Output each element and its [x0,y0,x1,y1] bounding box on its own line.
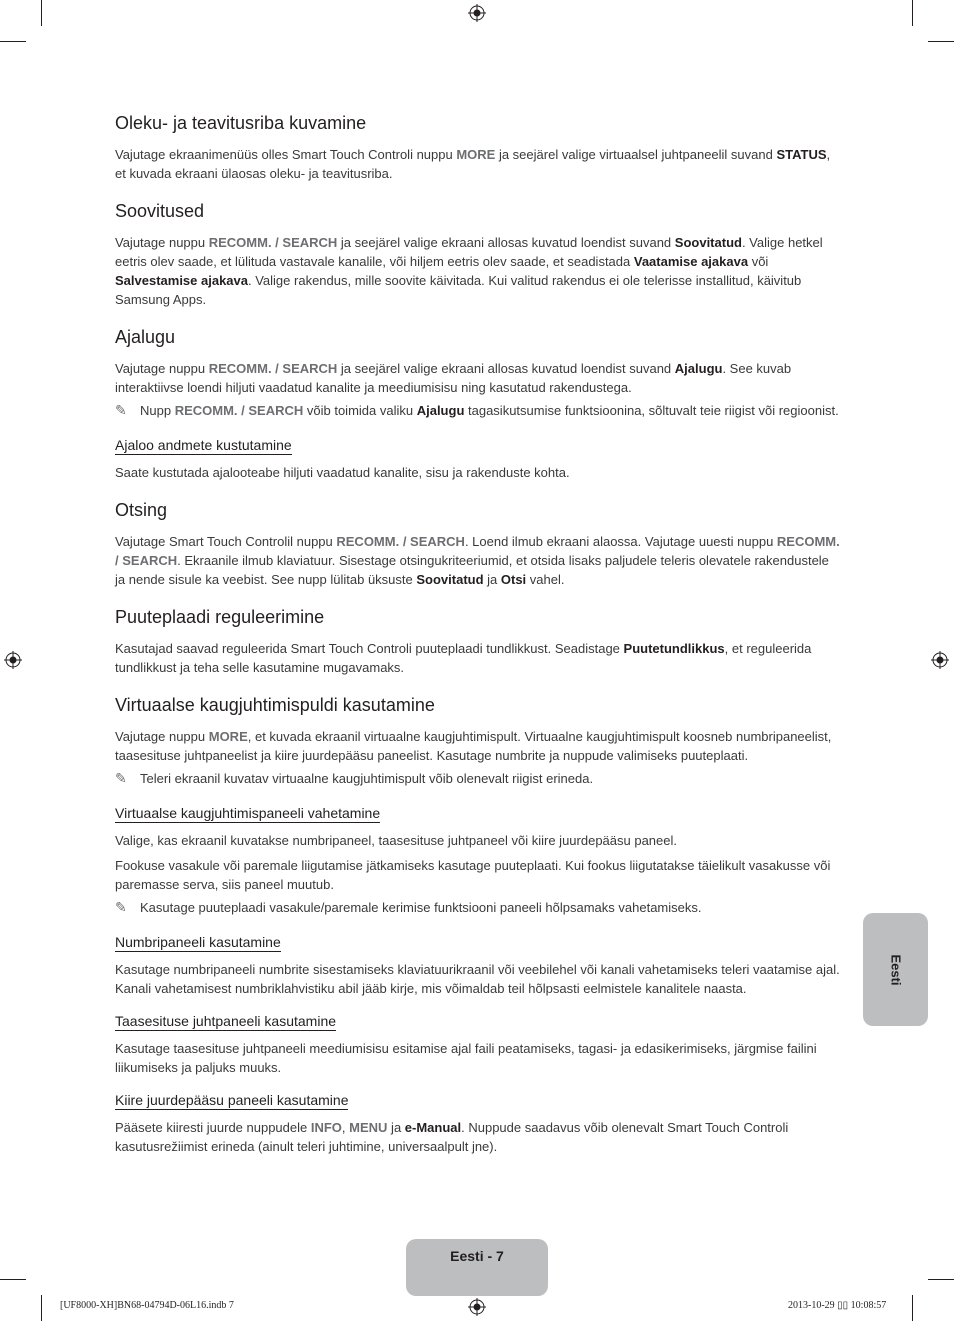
paragraph: Vajutage nuppu MORE, et kuvada ekraanil virtuaalne kaugjuhtimispult. Virtuaalne kaugjuhtimispult koosneb numbripaneelist, taasesituse juhtpaneelist ja kiire juurdepääsu paneelist. Kasutage numbrite ja nuppude valimiseks puuteplaati. [115,729,832,763]
section-status-bar [115,111,840,183]
section-title: Puuteplaadi reguleerimine [115,607,325,627]
subsection-title: Taasesituse juhtpaneeli kasutamine [115,1013,337,1029]
paragraph: Vajutage nuppu RECOMM. / SEARCH ja seejärel valige ekraani allosas kuvatud loendist suvand Ajalugu. See kuvab interaktiivse loendi hiljuti vaadatud kanalite ja meediumisisu ning kasutatud rakendustega. [115,361,792,395]
subsection-title: Virtuaalse kaugjuhtimispaneeli vahetamine [115,805,381,821]
section-history [115,325,840,482]
section-title: Virtuaalse kaugjuhtimispuldi kasutamine [115,695,435,715]
section-title: Ajalugu [115,327,176,347]
crop-mark [912,0,913,26]
paragraph: Valige, kas ekraanil kuvatakse numbripaneel, taasesituse juhtpaneel või kiire juurdepääsu paneel. [115,833,677,848]
paragraph: Kasutage numbripaneeli numbrite sisestamiseks klaviatuurikraanil või veebilehel või kanali vahetamiseks teleri vaatamise ajal. Kanali vahetamisest numbriklahvistiku abil jääb kirje, mis võimaldab teil hõlpsasti eelmistele kanalitele naasta. [115,962,840,996]
print-file-info: [UF8000-XH]BN68-04794D-06L16.indb 7 [60,1300,234,1311]
crop-mark [928,41,954,42]
registration-mark-icon [4,651,22,669]
subsection-title: Kiire juurdepääsu paneeli kasutamine [115,1092,349,1108]
language-side-tab [863,913,928,1026]
note: ✎ Nupp RECOMM. / SEARCH võib toimida valiku Ajalugu tagasikutsumise funktsioonina, sõltuvalt teie riigist või regioonist. [115,402,839,418]
section-recommendations [115,199,840,309]
crop-mark [912,1295,913,1321]
crop-mark [0,41,26,42]
paragraph: Fookuse vasakule või paremale liigutamise jätkamiseks kasutage puuteplaati. Kui fookus liigutatakse täielikult vasakusse või paremasse serva, siis paneel muutub. [115,858,831,892]
paragraph: Kasutage taasesituse juhtpaneeli meediumisisu esitamise ajal faili peatamiseks, tagasi- ja edasikerimiseks, järgmise failini liikumiseks ja paljuks muuks. [115,1041,817,1075]
subsection-title: Numbripaneeli kasutamine [115,934,281,950]
page-number-tab [406,1239,548,1296]
paragraph: Vajutage Smart Touch Controlil nuppu RECOMM. / SEARCH. Loend ilmub ekraani alaossa. Vajutage uuesti nuppu RECOMM. / SEARCH. Ekraanile ilmub klaviatuur. Sisestage otsingukriteeriumid, et otsida lisaks paljudele teleris olevatele rakendustele ja nende sisule ka veebist. See nupp lülitab üksuste Soovitatud ja Otsi vahel. [115,534,840,587]
section-title: Oleku- ja teavitusriba kuvamine [115,113,367,133]
registration-mark-icon [468,4,486,22]
note-pencil-icon: ✎ [115,899,127,915]
print-timestamp: 2013-10-29 ▯▯ 10:08:57 [788,1300,887,1311]
paragraph: Vajutage nuppu RECOMM. / SEARCH ja seejärel valige ekraani allosas kuvatud loendist suvand Soovitatud. Valige hetkel eetris olev saade, et lülituda vastavale kanalile, või hiljem eetris olev saade, et seadistada Vaatamise ajakava või Salvestamise ajakava. Valige rakendus, mille soovite käivitada. Kui valitud rakendus ei ole telerisse installitud, käivitub Samsung Apps. [115,235,823,307]
section-title: Soovitused [115,201,205,221]
subsection-title: Ajaloo andmete kustutamine [115,437,292,453]
crop-mark [41,1295,42,1321]
registration-mark-icon [468,1298,486,1316]
language-label: Eesti [888,953,903,986]
note: ✎ Teleri ekraanil kuvatav virtuaalne kaugjuhtimispult võib olenevalt riigist erineda. [115,770,594,786]
paragraph: Kasutajad saavad reguleerida Smart Touch Controli puuteplaadi tundlikkust. Seadistage Puutetundlikkus, et reguleerida tundlikkust ja teha selle kasutamine mugavamaks. [115,641,812,675]
section-touchpad [115,605,840,677]
page-number: Eesti - 7 [450,1248,504,1264]
section-virtual-remote [115,693,840,1156]
paragraph: Pääsete kiiresti juurde nuppudele INFO, MENU ja e-Manual. Nuppude saadavus võib olenevalt Smart Touch Controli kasutusrežiimist erineda (ainult teleri juhtimine, universaalpult jne). [115,1120,789,1154]
section-search [115,498,840,589]
page-content [115,111,840,1156]
paragraph: Saate kustutada ajalooteabe hiljuti vaadatud kanalite, sisu ja rakenduste kohta. [115,465,570,480]
crop-mark [928,1279,954,1280]
section-title: Otsing [115,500,168,520]
crop-mark [41,0,42,26]
crop-mark [0,1279,26,1280]
registration-mark-icon [931,651,949,669]
note-pencil-icon: ✎ [115,402,127,418]
note-pencil-icon: ✎ [115,770,127,786]
note: ✎ Kasutage puuteplaadi vasakule/paremale kerimise funktsiooni paneeli hõlpsamaks vahetamiseks. [115,899,702,915]
paragraph: Vajutage ekraanimenüüs olles Smart Touch Controli nuppu MORE ja seejärel valige virtuaalsel juhtpaneelil suvand STATUS, et kuvada ekraani ülaosas oleku- ja teavitusriba. [115,147,831,181]
